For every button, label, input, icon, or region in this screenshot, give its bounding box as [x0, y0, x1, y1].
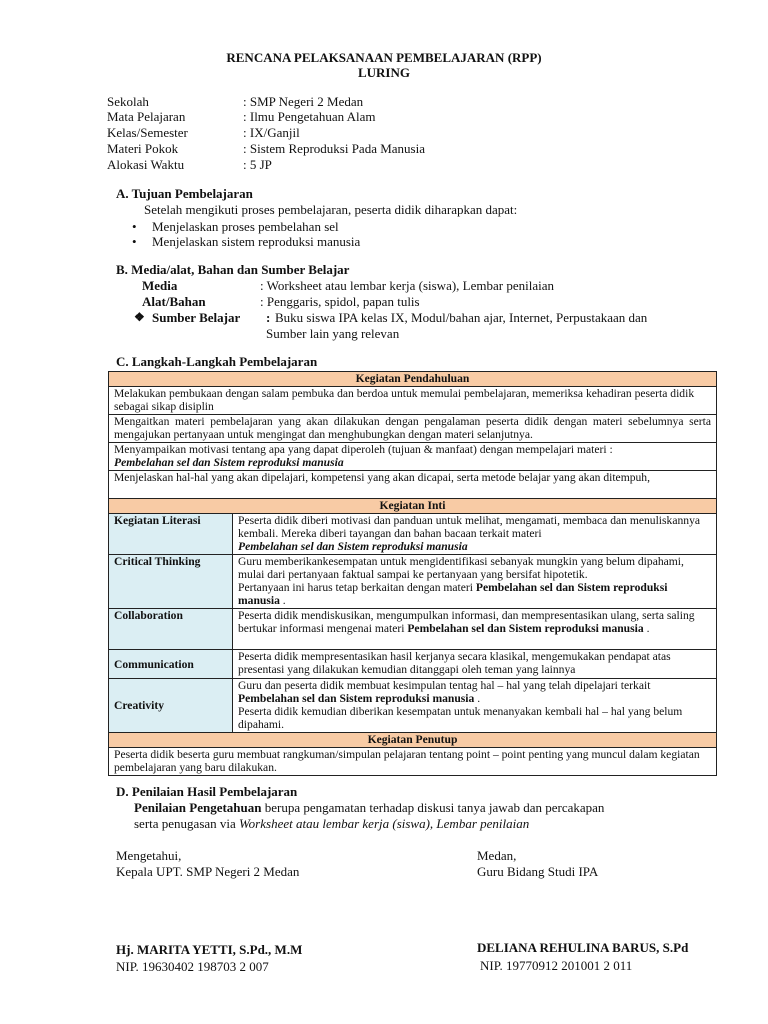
closing-header: Kegiatan Penutup [109, 733, 717, 748]
identity-label-class: Kelas/Semester [107, 125, 188, 140]
section-a-heading: A. Tujuan Pembelajaran [116, 186, 253, 201]
collaboration-text: Peserta didik mendiskusikan, mengumpulkan informasi, dan mempresentasikan ulang, serta saling bertukar informasi mengenai materi [238, 609, 695, 635]
activity-label-critical: Critical Thinking [109, 555, 233, 609]
opening-row: Menjelaskan hal-hal yang akan dipelajari, kompetensi yang akan dicapai, serta metode belajar yang akan ditempuh, [109, 471, 717, 499]
identity-label-school: Sekolah [107, 94, 149, 109]
activity-desc-collaboration [233, 609, 717, 650]
tools-label: Alat/Bahan [142, 294, 206, 309]
sources-label-text: Sumber Belajar [152, 310, 241, 325]
section-a-item: • Menjelaskan sistem reproduksi manusia [152, 234, 360, 250]
section-d-heading: D. Penilaian Hasil Pembelajaran [116, 784, 298, 799]
assessment-text2: serta penugasan via [134, 816, 240, 831]
activity-label-communication: Communication [109, 650, 233, 679]
assessment-line2 [134, 816, 529, 832]
critical-text-2: Pertanyaan ini harus tetap berkaitan dengan materi [238, 581, 476, 594]
closing-row: Peserta didik beserta guru membuat rangkuman/simpulan pelajaran tentang point – point penting yang muncul dalam kegiatan pembelajaran yang baru dilakukan. [109, 748, 717, 776]
identity-label-time: Alokasi Waktu [107, 157, 185, 172]
table-section-header [109, 499, 717, 514]
opening-row-text: Menyampaikan motivasi tentang apa yang dapat diperoleh (tujuan & manfaat) dengan mempelajari materi : [114, 443, 613, 456]
creativity-tail: . [474, 692, 481, 705]
sign-left-nip: NIP. 19630402 198703 2 007 [116, 959, 269, 974]
critical-tail: . [279, 594, 286, 607]
table-row [109, 415, 717, 443]
activity-desc-literacy [233, 514, 717, 555]
table-row [109, 555, 717, 609]
identity-value-school: : SMP Negeri 2 Medan [243, 94, 364, 109]
table-row [109, 650, 717, 679]
assessment-bold: Penilaian Pengetahuan [134, 800, 262, 815]
tools-value: : Penggaris, spidol, papan tulis [260, 294, 420, 309]
opening-row-topic: Pembelahan sel dan Sistem reproduksi manusia [114, 456, 344, 469]
table-row [109, 679, 717, 733]
identity-label-subject: Mata Pelajaran [107, 109, 186, 124]
assessment-italic: Worksheet atau lembar kerja (siswa), Lembar penilaian [239, 816, 530, 831]
sign-right-name: DELIANA REHULINA BARUS, S.Pd [477, 940, 689, 955]
diamond-bullet-icon: ❖ [134, 310, 145, 324]
sign-right-line1: Medan, [477, 848, 517, 863]
sign-left-name: Hj. MARITA YETTI, S.Pd., M.M [116, 942, 303, 957]
media-label: Media [142, 278, 178, 293]
assessment-line1 [134, 800, 716, 816]
critical-topic: Pembelahan sel dan Sistem reproduksi manusia [238, 581, 668, 607]
identity-value-time: : 5 JP [243, 157, 272, 172]
opening-row [109, 443, 717, 471]
collaboration-tail: . [643, 622, 650, 635]
activity-label-literacy: Kegiatan Literasi [109, 514, 233, 555]
table-row [109, 443, 717, 471]
sources-value-line2: Sumber lain yang relevan [266, 326, 400, 341]
creativity-text: Guru dan peserta didik membuat kesimpulan tentag hal – hal yang telah dipelajari terkait [238, 679, 651, 692]
table-row [109, 514, 717, 555]
activity-label-collaboration: Collaboration [109, 609, 233, 650]
activity-label-creativity: Creativity [109, 679, 233, 733]
sign-right-line2: Guru Bidang Studi IPA [477, 864, 599, 879]
identity-value-class: : IX/Ganjil [243, 125, 300, 140]
identity-value-subject: : Ilmu Pengetahuan Alam [243, 109, 376, 124]
learning-steps-table [108, 371, 717, 776]
creativity-topic: Pembelahan sel dan Sistem reproduksi manusia [238, 692, 475, 705]
opening-header: Kegiatan Pendahuluan [109, 372, 717, 387]
table-row [109, 609, 717, 650]
table-row [109, 471, 717, 499]
table-row [109, 748, 717, 776]
sources-label [134, 310, 241, 326]
critical-text: Guru memberikankesempatan untuk mengidentifikasi sebanyak mungkin yang belum dipahami, mulai dari pertanyaan faktual sampai ke pertanyaan yang bersifat hipotetik. [238, 555, 684, 581]
sign-right-nip: NIP. 19770912 201001 2 011 [480, 958, 633, 973]
table-section-header [109, 372, 717, 387]
activity-desc-critical [233, 555, 717, 609]
sign-left-line1: Mengetahui, [116, 848, 182, 863]
literacy-text: Peserta didik diberi motivasi dan panduan untuk melihat, mengamati, membaca dan menuliskannya kembali. Mereka diberi tayangan dan bahan bacaan terkait materi [238, 514, 701, 540]
sign-left-line2: Kepala UPT. SMP Negeri 2 Medan [116, 864, 300, 879]
section-c-heading: C. Langkah-Langkah Pembelajaran [116, 354, 318, 369]
sources-colon: : [266, 310, 271, 325]
section-a-item: • Menjelaskan proses pembelahan sel [152, 219, 339, 235]
identity-label-topic: Materi Pokok [107, 141, 179, 156]
literacy-topic: Pembelahan sel dan Sistem reproduksi manusia [238, 540, 468, 553]
assessment-text1: berupa pengamatan terhadap diskusi tanya jawab dan percakapan [261, 800, 605, 815]
collaboration-topic: Pembelahan sel dan Sistem reproduksi manusia [407, 622, 644, 635]
opening-row: Melakukan pembukaan dengan salam pembuka dan berdoa untuk memulai pembelajaran, memeriksa kehadiran peserta didik sebagai sikap disiplin [109, 387, 717, 415]
core-header: Kegiatan Inti [109, 499, 717, 514]
doc-title-line1: RENCANA PELAKSANAAN PEMBELAJARAN (RPP) [226, 50, 542, 65]
activity-desc-communication: Peserta didik mempresentasikan hasil kerjanya secara klasikal, mengemukakan pendapat atas presentasi yang dilakukan kemudian ditanggapi oleh teman yang lainnya [233, 650, 717, 679]
opening-row: Mengaitkan materi pembelajaran yang akan dilakukan dengan pengalaman peserta didik dengan materi sebelumnya serta mengajukan pertanyaan untuk mengingat dan menghubungkan dengan materi selanjutnya. [109, 415, 717, 443]
creativity-text-2: Peserta didik kemudian diberikan kesempatan untuk menanyakan kembali hal – hal yang belum dipahami. [238, 705, 683, 731]
media-value: : Worksheet atau lembar kerja (siswa), Lembar penilaian [260, 278, 554, 293]
table-row [109, 387, 717, 415]
section-b-heading: B. Media/alat, Bahan dan Sumber Belajar [116, 262, 350, 277]
doc-title-line2: LURING [357, 65, 410, 80]
identity-value-topic: : Sistem Reproduksi Pada Manusia [243, 141, 425, 156]
section-a-intro: Setelah mengikuti proses pembelajaran, peserta didik diharapkan dapat: [144, 202, 518, 217]
activity-desc-creativity [233, 679, 717, 733]
table-section-header [109, 733, 717, 748]
sources-value-line1: Buku siswa IPA kelas IX, Modul/bahan ajar, Internet, Perpustakaan dan [275, 310, 648, 325]
